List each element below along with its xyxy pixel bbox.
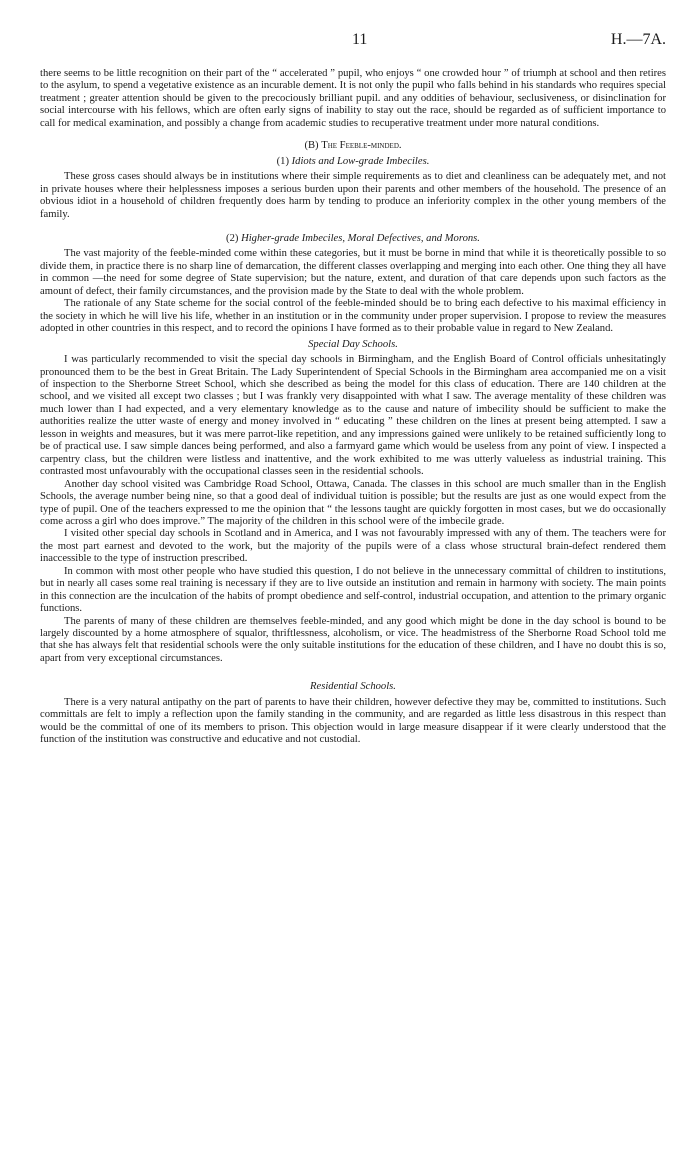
subheading-special-day-schools: Special Day Schools. bbox=[308, 338, 398, 350]
paragraph: The vast majority of the feeble-minded come within these categories, but it must be borne in mind that while it is theoretically possible to so divide them, in practice there is no sharp line of demarcation, the different classes overlapping and merging into each other. One thing they all have in common —the need for some degree of State supervision; but the nature, extent, and duration of that care depends upon such factors as the amount of defect, their family circumstances, and the provision made by the State to deal with the whole problem. bbox=[40, 248, 666, 297]
paragraph: The rationale of any State scheme for the social control of the feeble-minded should be to bring each defective to his maximal efficiency in the society in which he will live his life, whether in an institution or in the community under proper supervision. I propose to review the measures adopted in other countries in this respect, and to record the opinions I have formed as to their probable value in regard to New Zealand. bbox=[40, 298, 666, 335]
subheading-title: Idiots and Low-grade Imbeciles. bbox=[291, 155, 430, 167]
paragraph: I was particularly recommended to visit the special day schools in Birmingham, and the English Board of Control officials unhesitatingly pronounced them to be the best in Great Britain. The Lady Superintendent of Special Schools in the Birmingham area accompanied me on a visit of inspection to the Sherborne Street School, which she described as being the model for this class of education. There are 140 children at the school, and we visited all except two classes ; but I was frankly very disappointed with what I saw. The average mentality of these children was much lower than I had expected, and a very elementary knowledge as to the cause and nature of imbecility should be sufficient to make the authorities realize the utter waste of energy and money involved in “ educating ” these children on the lines at present being attempted. I saw a lesson in weights and measures, but it was mere parrot-like repetition, and any impressions gained were unlikely to be retained sufficiently long to be of practical use. I saw simple dances being performed, and also a farmyard game which would be useless from any point of view. I inspected a carpentry class, but the children were listless and inattentive, and the work exhibited to me was utterly valueless as industrial training. This contrasted most unfavourably with the occupational classes seen in the residential schools. bbox=[40, 354, 666, 478]
section-heading-prefix: (B) bbox=[304, 140, 322, 152]
document-reference: H.—7A. bbox=[610, 31, 666, 48]
subheading-number: (2) bbox=[226, 232, 242, 244]
subheading-higher-grade bbox=[40, 233, 666, 245]
document-body bbox=[40, 38, 666, 747]
paragraph: There is a very natural antipathy on the part of parents to have their children, however defective they may be, committed to institutions. Such committals are felt to imply a reflection upon the family standing in the community, and are regarded as little less disastrous in this respect than would be the committal of one of its members to prison. This objection would in large measure disappear if it were clearly understood that the function of the institution was constructive and educative and not custodial. bbox=[40, 696, 666, 746]
paragraph: The parents of many of these children are themselves feeble-minded, and any good which might be done in the day school is bound to be largely discounted by a home atmosphere of squalor, thriftlessness, alcoholism, or vice. The headmistress of the Sherborne Road School told me that she has always felt that residential schools were the only suitable institutions for the education of these children, and I have no doubt this is so, apart from very exceptional circumstances. bbox=[40, 615, 666, 664]
section-heading-title: The Feeble-minded. bbox=[321, 140, 402, 152]
paragraph: I visited other special day schools in Scotland and in America, and I was not favourably impressed with any of them. The teachers were for the most part earnest and devoted to the work, but the majority of the pupils were of a class whose structural brain-defect rendered them inaccessible to the type of instruction prescribed. bbox=[40, 528, 666, 565]
subheading-number: (1) bbox=[276, 155, 292, 167]
paragraph: In common with most other people who have studied this question, I do not believe in the unnecessary committal of children to institutions, but in nearly all cases some real training is necessary if they are to live outside an institution and remain in harmony with society. The main points in this connection are the inculcation of the habits of prompt obedience and self-control, industrial occupation, and attention to the primary organic functions. bbox=[40, 565, 666, 615]
paragraph: there seems to be little recognition on their part of the “ accelerated ” pupil, who enjoys “ one crowded hour ” of triumph at school and then retires to the asylum, to spend a vegetative existence as an incurable dement. It is not only the pupil who falls behind in his standards who requires special treatment ; greater attention should be given to the precociously brilliant pupil. and any oddities of behaviour, seclusiveness, or disinclination for social intercourse with his fellows, which are often early signs of inability to stay out the race, should be regarded as of sufficient importance to call for medical examination, and possibly a change from academic studies to recuperative treatment under more natural conditions. bbox=[40, 68, 666, 129]
subheading-title: Higher-grade Imbeciles, Moral Defectives, and Morons. bbox=[241, 232, 480, 244]
page-header bbox=[40, 31, 666, 54]
subheading-idiots bbox=[40, 156, 666, 168]
paragraph: Another day school visited was Cambridge Road School, Ottawa, Canada. The classes in this school are much smaller than in the English Schools, the average number being nine, so that a good deal of individual tuition is possible; but the results are just as one would expect from the type of pupil. One of the teachers expressed to me the opinion that “ the lessons taught are quickly forgotten in most cases, but we do occasionally come across a girl who does improve.” The majority of the children in this school were of the imbecile grade. bbox=[40, 478, 666, 527]
section-heading-feeble-minded bbox=[40, 140, 666, 152]
subheading-residential-schools: Residential Schools. bbox=[310, 681, 396, 693]
page-number: 11 bbox=[352, 31, 368, 48]
document-page bbox=[40, 0, 666, 747]
paragraph: These gross cases should always be in institutions where their simple requirements as to diet and cleanliness can be adequately met, and not in private houses where their helplessness imposes a serious burden upon their parents and other members of the household. The presence of an obvious idiot in a household of children frequently does harm by tending to produce an inferiority complex in the other young members of the family. bbox=[40, 171, 666, 220]
